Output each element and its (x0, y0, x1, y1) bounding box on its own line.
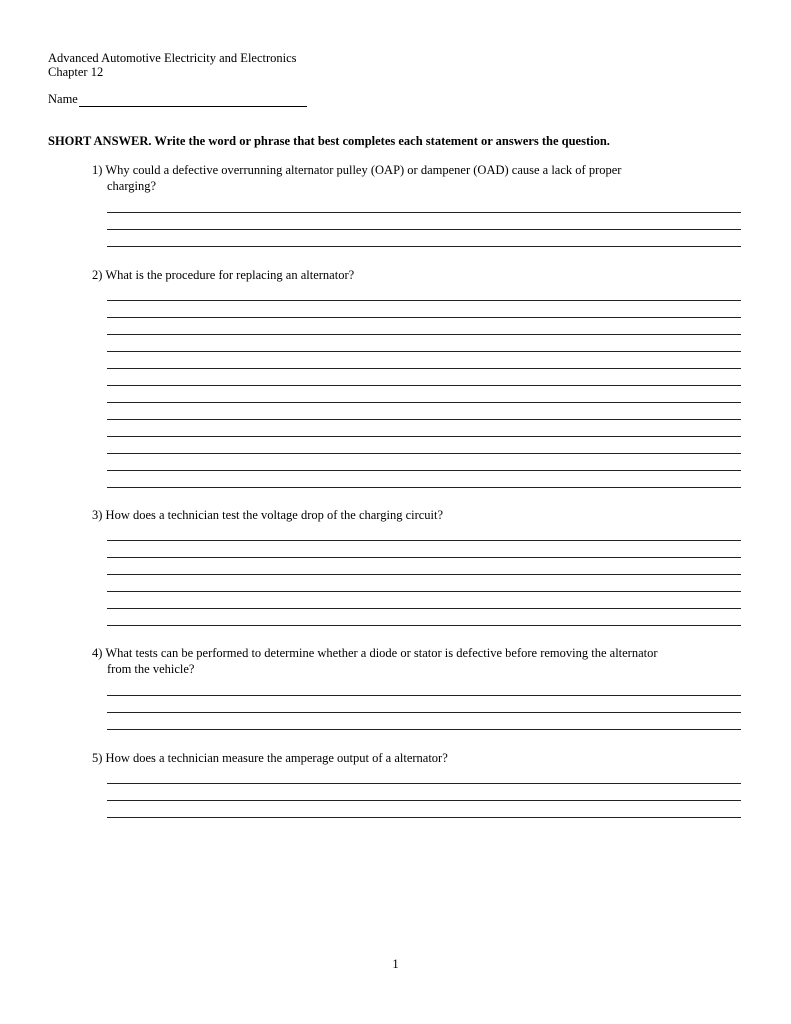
answer-line[interactable] (107, 229, 741, 230)
answer-line[interactable] (107, 487, 741, 488)
answer-line[interactable] (107, 317, 741, 318)
answer-line[interactable] (107, 540, 741, 541)
answer-line[interactable] (107, 817, 741, 818)
answer-line[interactable] (107, 419, 741, 420)
question-number: 1) (92, 163, 103, 177)
question-text-line1: What tests can be performed to determine whether a diode or stator is defective before removing the alternator (105, 646, 658, 660)
name-field-row (48, 92, 307, 107)
question-text-line2: charging? (107, 179, 157, 193)
name-input-line[interactable] (79, 94, 307, 107)
question-number: 2) (92, 268, 103, 282)
answer-line[interactable] (107, 368, 741, 369)
question-number: 4) (92, 646, 103, 660)
question-number: 5) (92, 751, 103, 765)
answer-line[interactable] (107, 591, 741, 592)
question-1 (92, 162, 752, 194)
answer-line[interactable] (107, 453, 741, 454)
answer-line[interactable] (107, 334, 741, 335)
answer-line[interactable] (107, 385, 741, 386)
question-3 (92, 507, 752, 523)
question-text-line1: How does a technician measure the amperage output of a alternator? (105, 751, 448, 765)
answer-line[interactable] (107, 470, 741, 471)
answer-line[interactable] (107, 712, 741, 713)
name-label: Name (48, 92, 78, 106)
answer-line[interactable] (107, 783, 741, 784)
question-4 (92, 645, 752, 677)
answer-line[interactable] (107, 402, 741, 403)
answer-line[interactable] (107, 608, 741, 609)
answer-line[interactable] (107, 574, 741, 575)
answer-line[interactable] (107, 436, 741, 437)
course-title: Advanced Automotive Electricity and Electronics (48, 51, 297, 65)
answer-line[interactable] (107, 300, 741, 301)
answer-line[interactable] (107, 212, 741, 213)
question-2 (92, 267, 752, 283)
answer-line[interactable] (107, 557, 741, 558)
page-number: 1 (392, 957, 399, 971)
instructions (48, 134, 610, 149)
question-text-line2: from the vehicle? (107, 662, 195, 676)
answer-line[interactable] (107, 351, 741, 352)
chapter-label: Chapter 12 (48, 65, 104, 79)
question-5 (92, 750, 752, 766)
answer-line[interactable] (107, 625, 741, 626)
question-text-line1: What is the procedure for replacing an alternator? (105, 268, 355, 282)
instructions-text: SHORT ANSWER. Write the word or phrase that best completes each statement or answers the question. (48, 134, 610, 148)
answer-line[interactable] (107, 800, 741, 801)
answer-line[interactable] (107, 729, 741, 730)
answer-line[interactable] (107, 695, 741, 696)
question-number: 3) (92, 508, 103, 522)
answer-line[interactable] (107, 246, 741, 247)
question-text-line1: Why could a defective overrunning alternator pulley (OAP) or dampener (OAD) cause a lack of proper (105, 163, 622, 177)
question-text-line1: How does a technician test the voltage drop of the charging circuit? (105, 508, 444, 522)
